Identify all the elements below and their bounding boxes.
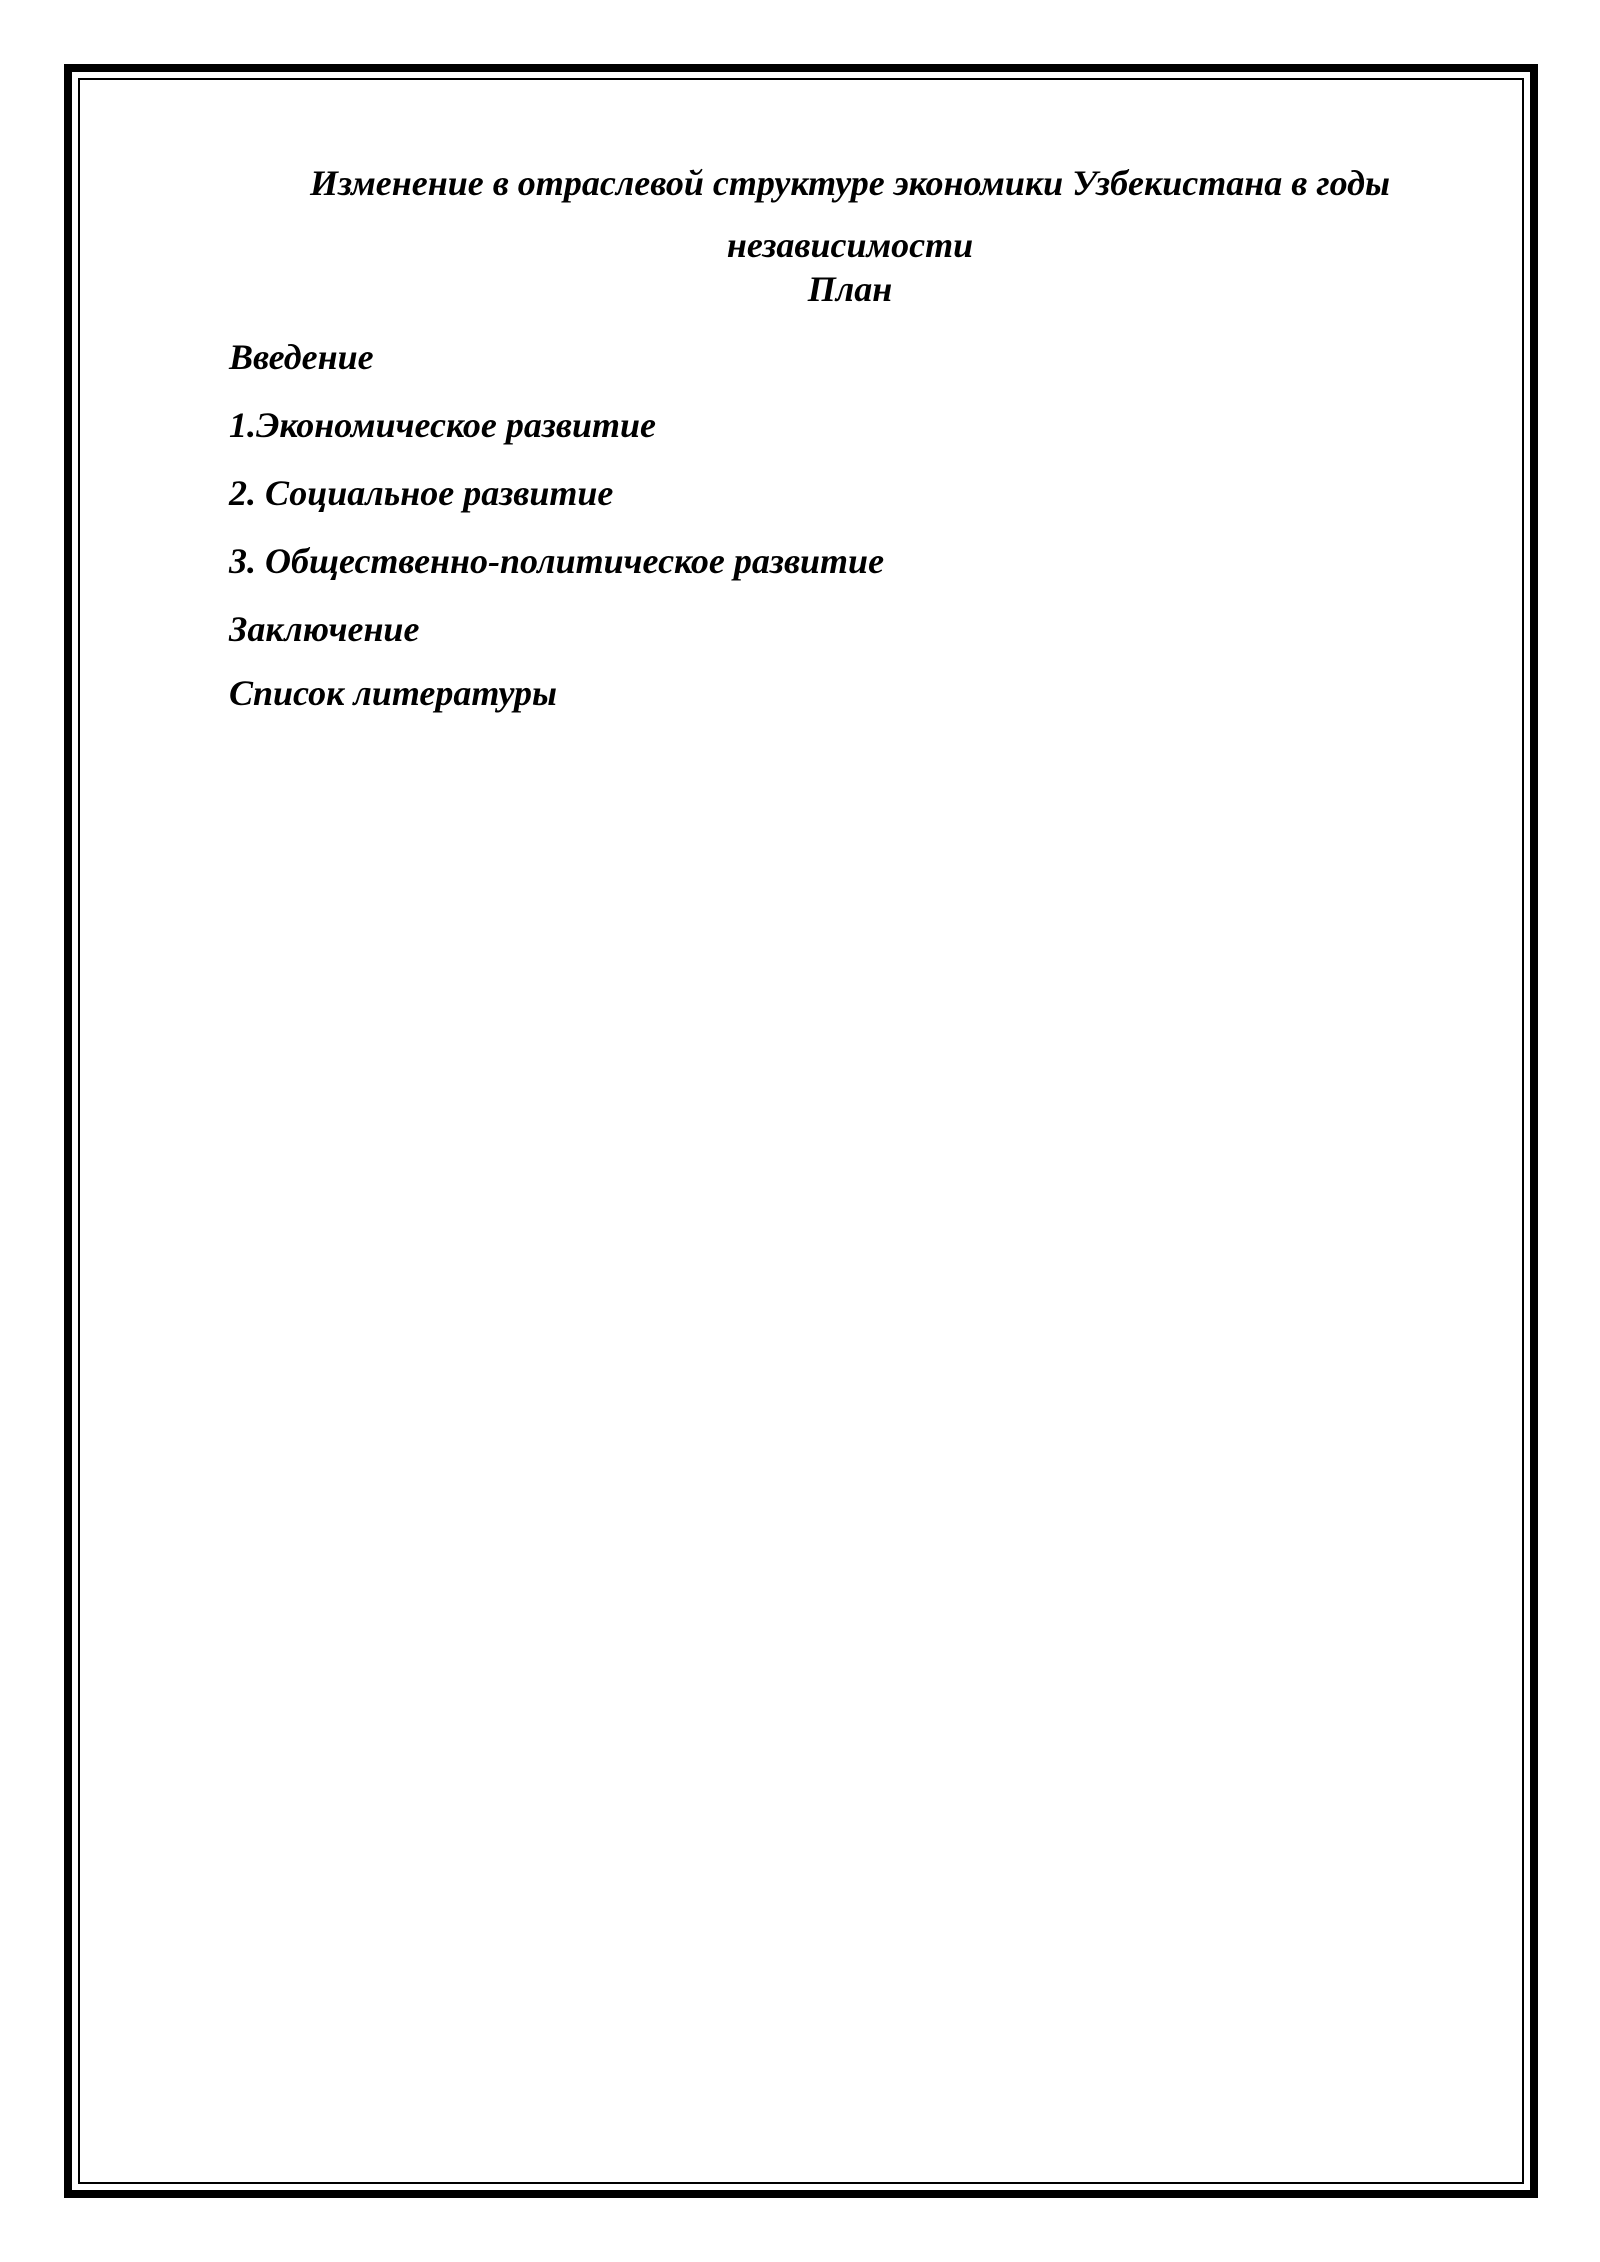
plan-list xyxy=(229,326,884,726)
plan-item-references: Список литературы xyxy=(229,673,557,713)
plan-heading: План xyxy=(807,269,893,309)
plan-item-social-development: 2. Социальное развитие xyxy=(229,473,614,513)
plan-item-introduction: Введение xyxy=(229,337,374,377)
plan-item-economic-development: 1.Экономическое развитие xyxy=(229,405,656,445)
plan-item-conclusion: Заключение xyxy=(229,609,420,649)
plan-item-political-development: 3. Общественно-политическое развитие xyxy=(229,541,885,581)
document-title: Изменение в отраслевой структуре экономики Узбекистана в годы независимости xyxy=(309,163,1391,265)
